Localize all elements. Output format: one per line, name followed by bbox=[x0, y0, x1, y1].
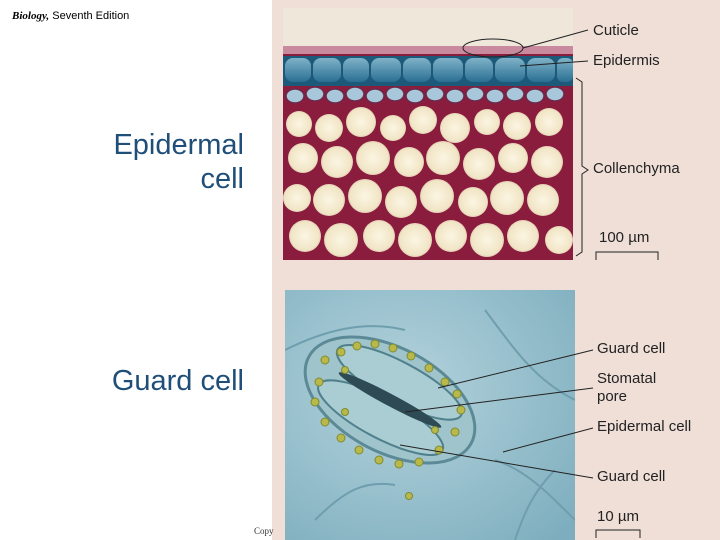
stomatal-pore-leader bbox=[405, 388, 593, 412]
epidermis-leader bbox=[520, 61, 588, 66]
guard-cell-top-leader bbox=[438, 350, 593, 388]
epidermal-cell-label-line1: Epidermal bbox=[113, 129, 244, 161]
cuticle-highlight-ellipse bbox=[463, 39, 523, 57]
epidermis-callout: Epidermis bbox=[593, 52, 660, 69]
guard-cell-label: Guard cell bbox=[111, 365, 244, 397]
stomatal-pore-callout-line2: pore bbox=[597, 388, 628, 405]
guard-cell-top-callout: Guard cell bbox=[597, 340, 666, 357]
scale-bar-100-label: 100 µm bbox=[599, 229, 650, 246]
copyright-fragment: Copy bbox=[254, 526, 274, 536]
epidermal-cell-callout: Epidermal cell bbox=[597, 418, 692, 435]
book-title-edition: Seventh Edition bbox=[52, 10, 130, 22]
cuticle-callout: Cuticle bbox=[593, 22, 639, 39]
book-title-italic: Biology, bbox=[12, 10, 50, 22]
epidermal-cell-label-line2: cell bbox=[200, 163, 244, 195]
guard-cell-bottom-leader bbox=[400, 445, 593, 478]
stomatal-pore-callout-line1: Stomatal bbox=[597, 370, 657, 387]
scale-bar-10-label: 10 µm bbox=[597, 508, 639, 525]
guard-cell-bottom-callout: Guard cell bbox=[597, 468, 666, 485]
scale-bar-100 bbox=[596, 252, 658, 260]
cuticle-leader bbox=[523, 30, 588, 48]
collenchyma-callout: Collenchyma bbox=[593, 160, 680, 177]
collenchyma-bracket bbox=[576, 78, 588, 256]
scale-bar-10 bbox=[596, 530, 640, 538]
epidermal-cell-leader bbox=[503, 428, 593, 452]
